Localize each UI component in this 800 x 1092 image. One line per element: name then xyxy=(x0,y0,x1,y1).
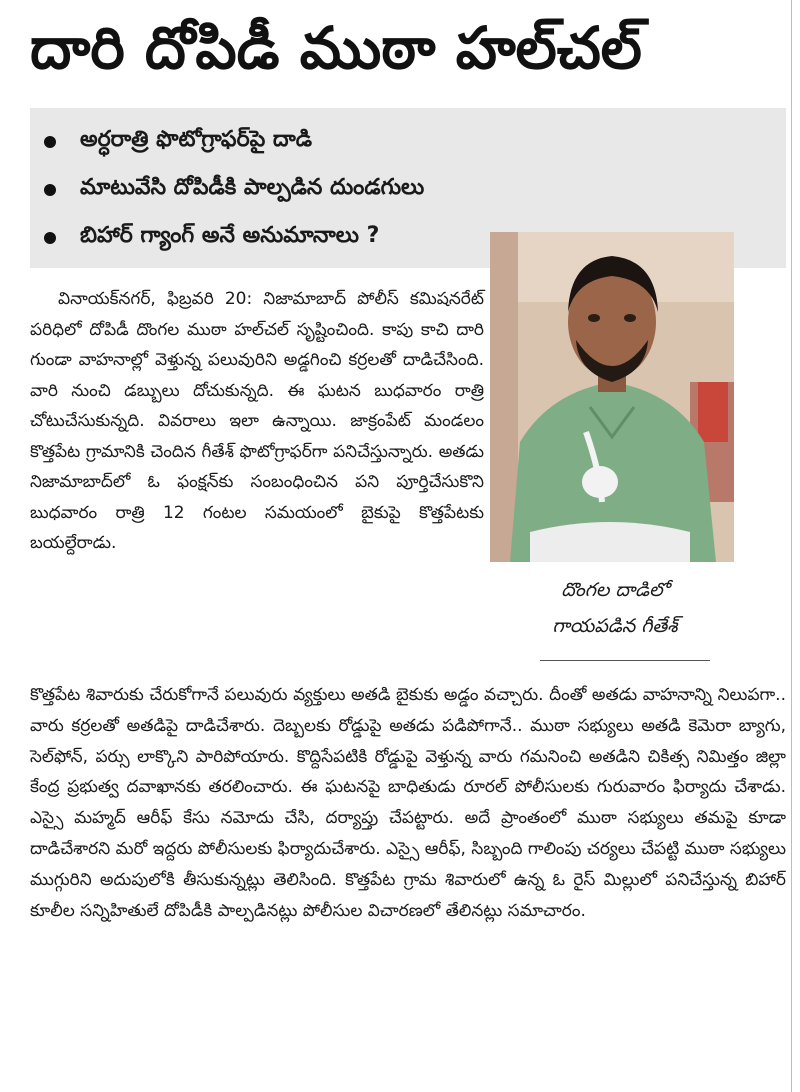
dateline: వినాయక్‌నగర్, ఫిబ్రవరి 20: xyxy=(58,289,253,309)
victim-photo-illustration xyxy=(490,232,734,562)
article-body-narrow xyxy=(30,284,484,559)
caption-line: గాయపడిన గీతేశ్ xyxy=(552,615,678,637)
column-divider xyxy=(791,0,792,1092)
caption-underline xyxy=(540,660,710,661)
highlight-text: అర్ధరాత్రి ఫొటోగ్రాఫర్‌పై దాడి xyxy=(80,127,313,152)
highlight-item xyxy=(44,118,786,166)
highlight-text: బిహార్ గ్యాంగ్ అనే అనుమానాలు ? xyxy=(80,223,380,248)
caption-line: దొంగల దాడిలో xyxy=(561,579,669,601)
photo-caption xyxy=(490,572,740,644)
article-body-full xyxy=(30,680,786,926)
highlight-text: మాటువేసి దోపిడీకి పాల్పడిన దుండగులు xyxy=(80,175,425,200)
article-paragraph xyxy=(30,284,484,559)
article-text: కొత్తపేట శివారుకు చేరుకోగానే పలువురు వ్యక్తులు అతడి బైకుకు అడ్డం వచ్చారు. దీంతో అతడు వాహనాన్ని నిలుపగా.. వారు కర్రలతో అతడిపై దాడిచేశారు. దెబ్బలకు రోడ్డుపై అతడు పడిపోగానే.. ముఠా సభ్యులు అతడి కెమెరా బ్యాగు, సెల్‌ఫోన్, పర్సు లాక్కొని పారిపోయారు. కొద్దిసేపటికి రోడ్డుపై వెళ్తున్న వారు గమనించి అతడిని చికిత్స నిమిత్తం జిల్లా కేంద్ర ప్రభుత్వ దవాఖానకు తరలించారు. ఈ ఘటనపై బాధితుడు రూరల్ పోలీసులకు గురువారం ఫిర్యాదు చేశాడు. ఎస్సై మహ్మద్ ఆరీఫ్ కేసు నమోదు చేసి, దర్యాప్తు చేపట్టారు. అదే ప్రాంతంలో ముఠా సభ్యులు తమపై కూడా దాడిచేశారని మరో ఇద్దరు పోలీసులకు ఫిర్యాదుచేశారు. ఎస్సై ఆరీఫ్, సిబ్బంది గాలింపు చర్యలు చేపట్టి ముఠా సభ్యులు ముగ్గురిని అదుపులోకి తీసుకున్నట్లు తెలిసింది. కొత్తపేట గ్రామ శివారులో ఉన్న ఓ రైస్ మిల్లులో పనిచేస్తున్న బిహార్ కూలీల సన్నిహితులే దోపిడీకి పాల్పడినట్లు పోలీసుల విచారణలో తేలినట్లు సమాచారం. xyxy=(30,685,786,921)
highlight-item xyxy=(44,166,786,214)
headline: దారి దోపిడీ ముఠా హల్‌చల్ xyxy=(30,14,642,82)
bullet-icon xyxy=(44,136,56,148)
victim-photo xyxy=(490,232,734,562)
article-text: నిజామాబాద్ పోలీస్ కమిషనరేట్ పరిధిలో దోపిడీ దొంగల ముఠా హల్‌చల్ సృష్టించింది. కాపు కాచి దారి గుండా వాహనాల్లో వెళ్తున్న పలువురిని అడ్డగించి కర్రలతో దాడిచేసింది. వారి నుంచి డబ్బులు దోచుకున్నది. ఈ ఘటన బుధవారం రాత్రి చోటుచేసుకున్నది. వివరాలు ఇలా ఉన్నాయి. జాక్రంపేట్ మండలం కొత్తపేట గ్రామానికి చెందిన గీతేశ్ ఫొటోగ్రాఫర్‌గా పనిచేస్తున్నారు. అతడు నిజామాబాద్‌లో ఓ ఫంక్షన్‌కు సంబంధించిన పని పూర్తిచేసుకొని బుధవారం రాత్రి 12 గంటల సమయంలో బైకుపై కొత్తపేటకు బయల్దేరాడు. xyxy=(30,289,484,553)
bullet-icon xyxy=(44,184,56,196)
bullet-icon xyxy=(44,232,56,244)
